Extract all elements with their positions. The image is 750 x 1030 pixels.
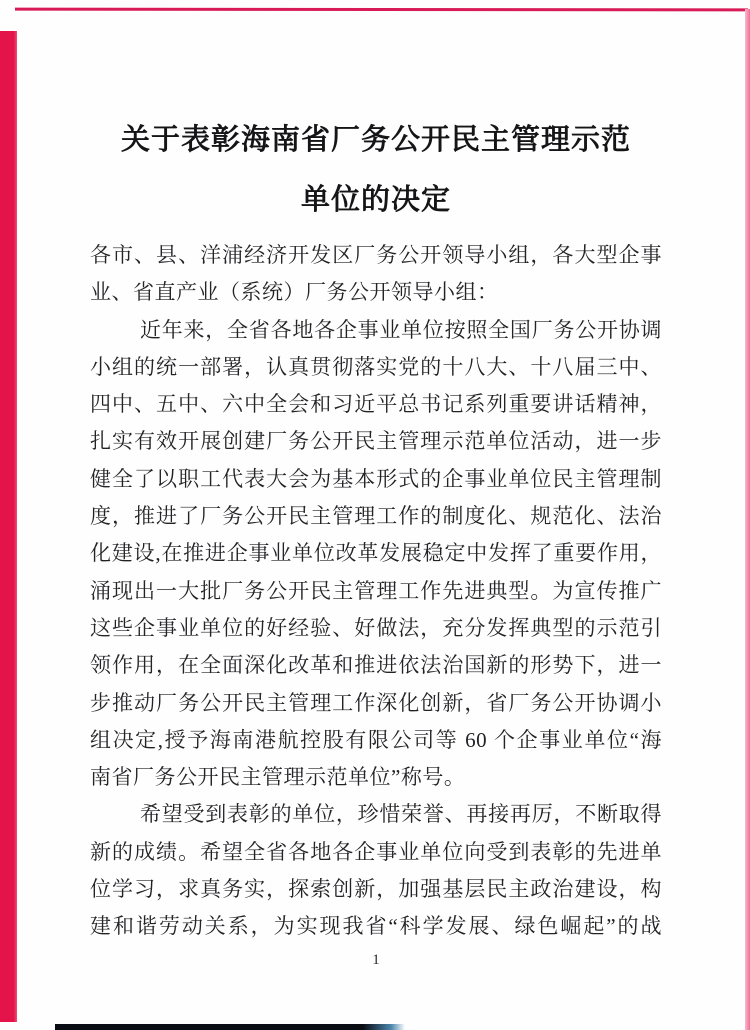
document-body — [90, 237, 662, 946]
document-title-line2: 单位的决定 — [300, 184, 451, 216]
body-line: 组决定,授予海南港航控股有限公司等 60 个企事业单位“海 — [90, 727, 662, 752]
body-line: 四中、五中、六中全会和习近平总书记系列重要讲话精神， — [90, 392, 662, 417]
scan-border-right — [745, 9, 750, 1030]
body-line: 步推动厂务公开民主管理工作深化创新，省厂务公开协调小 — [90, 690, 662, 715]
document-page — [90, 0, 662, 1030]
body-line: 度，推进了厂务公开民主管理工作的制度化、规范化、法治 — [90, 504, 662, 529]
body-line: 领作用，在全面深化改革和推进依法治国新的形势下，进一 — [90, 653, 662, 678]
body-line: 业、省直产业（系统）厂务公开领导小组： — [90, 280, 499, 305]
scan-border-left — [0, 31, 17, 1022]
body-line: 希望受到表彰的单位，珍惜荣誉、再接再厉，不断取得 — [140, 802, 662, 827]
page-number: 1 — [372, 952, 380, 968]
body-line: 近年来，全省各地各企事业单位按照全国厂务公开协调 — [140, 317, 662, 342]
body-line: 位学习，求真务实，探索创新，加强基层民主政治建设，构 — [90, 877, 662, 902]
body-line: 扎实有效开展创建厂务公开民主管理示范单位活动，进一步 — [90, 429, 662, 454]
body-line: 化建设,在推进企事业单位改革发展稳定中发挥了重要作用， — [90, 541, 662, 566]
body-line: 健全了以职工代表大会为基本形式的企事业单位民主管理制 — [90, 466, 662, 491]
body-line: 小组的统一部署，认真贯彻落实党的十八大、十八届三中、 — [90, 354, 662, 379]
body-line: 各市、县、洋浦经济开发区厂务公开领导小组，各大型企事 — [90, 243, 662, 267]
body-line: 新的成绩。希望全省各地各企事业单位向受到表彰的先进单 — [90, 839, 662, 864]
document-title-line1: 关于表彰海南省厂务公开民主管理示范 — [120, 124, 631, 156]
body-line: 这些企事业单位的好经验、好做法，充分发挥典型的示范引 — [90, 615, 662, 640]
body-line: 涌现出一大批厂务公开民主管理工作先进典型。为宣传推广 — [90, 578, 662, 603]
body-line: 南省厂务公开民主管理示范单位”称号。 — [90, 765, 466, 790]
body-line: 建和谐劳动关系，为实现我省“科学发展、绿色崛起”的战 — [90, 914, 662, 939]
